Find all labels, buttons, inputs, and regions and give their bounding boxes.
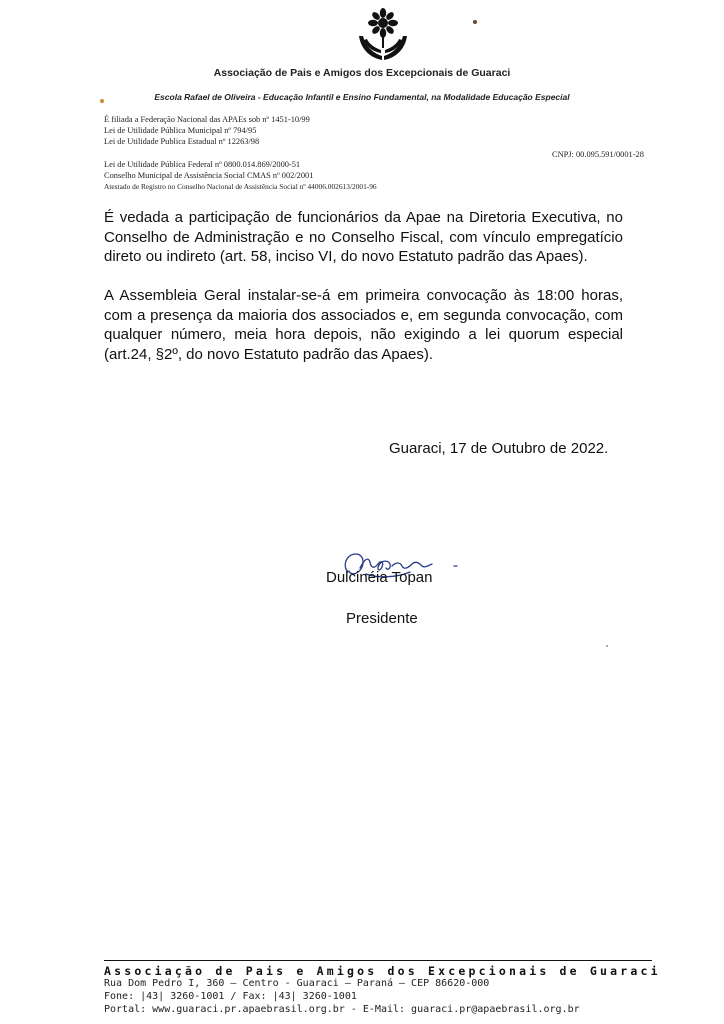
legal-line: Conselho Municipal de Assistência Social CMAS nº 002/2001 [104, 171, 314, 180]
cnpj: CNPJ: 00.095.591/0001-28 [552, 150, 644, 159]
legal-line: Lei de Utilidade Pública Municipal nº 794/95 [104, 126, 257, 135]
school-title: Escola Rafael de Oliveira - Educação Infantil e Ensino Fundamental, na Modalidade Educação Especial [154, 92, 570, 102]
footer-address: Rua Dom Pedro I, 360 – Centro - Guaraci – Paraná – CEP 86620-000 [104, 978, 490, 989]
legal-line: Lei de Utilidade Pública Federal nº 0800.014.869/2000-51 [104, 160, 301, 169]
legal-block-b [104, 159, 377, 192]
apae-flower-hands-icon [355, 6, 411, 64]
footer-phone: Fone: |43| 3260-1001 / Fax: |43| 3260-1001 [104, 991, 357, 1002]
scan-speck [473, 20, 477, 24]
legal-block-a [104, 114, 310, 147]
signer-role: Presidente [346, 610, 418, 627]
paragraph-2: A Assembleia Geral instalar-se-á em primeira convocação às 18:00 horas, com a presença da maioria dos associados e, em segunda convocação, com qualquer número, meia hora depois, não exigindo a lei quorum especial (art.24, §2º, do novo Estatuto padrão das Apaes). [104, 287, 623, 363]
footer-divider [104, 960, 652, 961]
document-date: Guaraci, 17 de Outubro de 2022. [389, 440, 609, 457]
legal-line: É filiada a Federação Nacional das APAEs sob nº 1451-10/99 [104, 115, 310, 124]
paragraph-1: É vedada a participação de funcionários da Apae na Diretoria Executiva, no Conselho de Administração e no Conselho Fiscal, com vínculo empregatício direto ou indireto (art. 58, inciso VI, do novo Estatuto padrão das Apaes). [104, 209, 623, 265]
organization-title: Associação de Pais e Amigos dos Excepcionais de Guaraci [213, 67, 511, 79]
legal-line: Atestado de Registro no Conselho Nacional de Assistência Social nº 44006.002613/2001-96 [104, 182, 377, 191]
footer-organization: Associação de Pais e Amigos dos Excepcionais de Guaraci [104, 964, 661, 978]
scan-speck [606, 645, 608, 647]
signer-name: Dulcinéia Topan [326, 569, 433, 586]
legal-line: Lei de Utilidade Publica Estadual nº 12263/98 [104, 137, 260, 146]
footer-portal: Portal: www.guaraci.pr.apaebrasil.org.br - E-Mail: guaraci.pr@apaebrasil.org.br [104, 1004, 580, 1015]
